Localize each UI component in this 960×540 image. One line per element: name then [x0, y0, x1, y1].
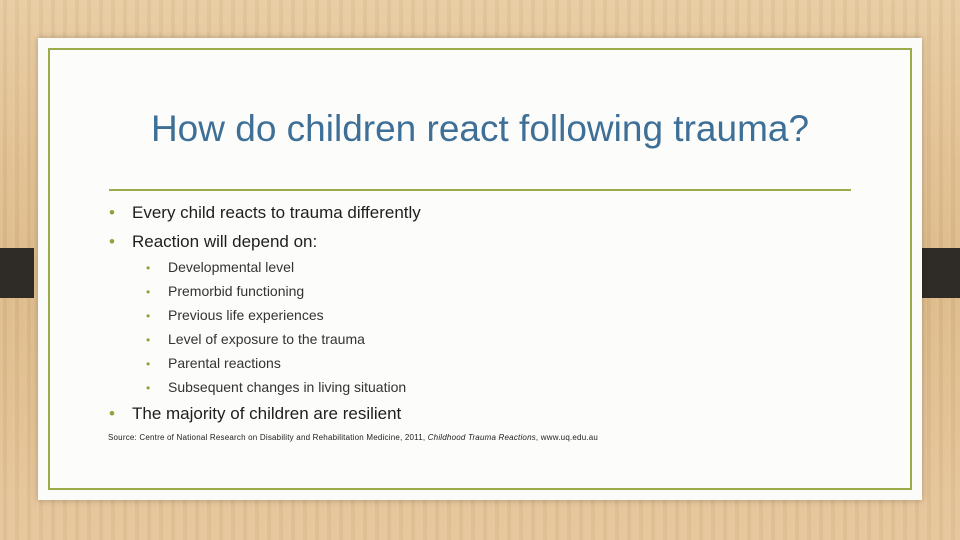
bullet-glyph: • — [146, 357, 151, 371]
bullet-glyph: • — [109, 404, 115, 423]
sub-bullet-item — [146, 355, 281, 371]
sub-bullet-item — [146, 331, 365, 347]
sub-bullet-text: Subsequent changes in living situation — [168, 379, 407, 395]
bullet-text: The majority of children are resilient — [132, 404, 402, 423]
sub-bullet-item — [146, 283, 304, 299]
bullet-glyph: • — [146, 333, 151, 347]
bullet-glyph: • — [109, 232, 115, 251]
title-divider — [109, 189, 851, 191]
bullet-item — [109, 404, 401, 424]
source-publication: Childhood Trauma Reactions — [427, 433, 536, 442]
sub-bullet-item — [146, 259, 294, 275]
sub-bullet-text: Developmental level — [168, 259, 295, 275]
sub-bullet-text: Parental reactions — [168, 355, 281, 371]
bullet-glyph: • — [146, 261, 151, 275]
bullet-glyph: • — [146, 381, 151, 395]
source-prefix: Source: Centre of National Research on Disability and Rehabilitation Medicine, 2011, — [108, 433, 426, 442]
sub-bullet-item — [146, 379, 406, 395]
sub-bullet-item — [146, 307, 324, 323]
bullet-text: Every child reacts to trauma differently — [132, 203, 421, 222]
sub-bullet-text: Previous life experiences — [168, 307, 324, 323]
bullet-glyph: • — [146, 285, 151, 299]
bullet-glyph: • — [146, 309, 151, 323]
bullet-item — [109, 232, 317, 252]
sub-bullet-text: Level of exposure to the trauma — [168, 331, 365, 347]
slide-title: How do children react following trauma? — [150, 108, 810, 149]
bullet-item — [109, 203, 421, 223]
bullet-glyph: • — [109, 203, 115, 222]
bullet-text: Reaction will depend on: — [132, 232, 318, 251]
sub-bullet-text: Premorbid functioning — [168, 283, 305, 299]
source-citation — [108, 433, 598, 442]
source-suffix: , www.uq.edu.au — [535, 433, 599, 442]
left-dark-tab — [0, 248, 34, 298]
